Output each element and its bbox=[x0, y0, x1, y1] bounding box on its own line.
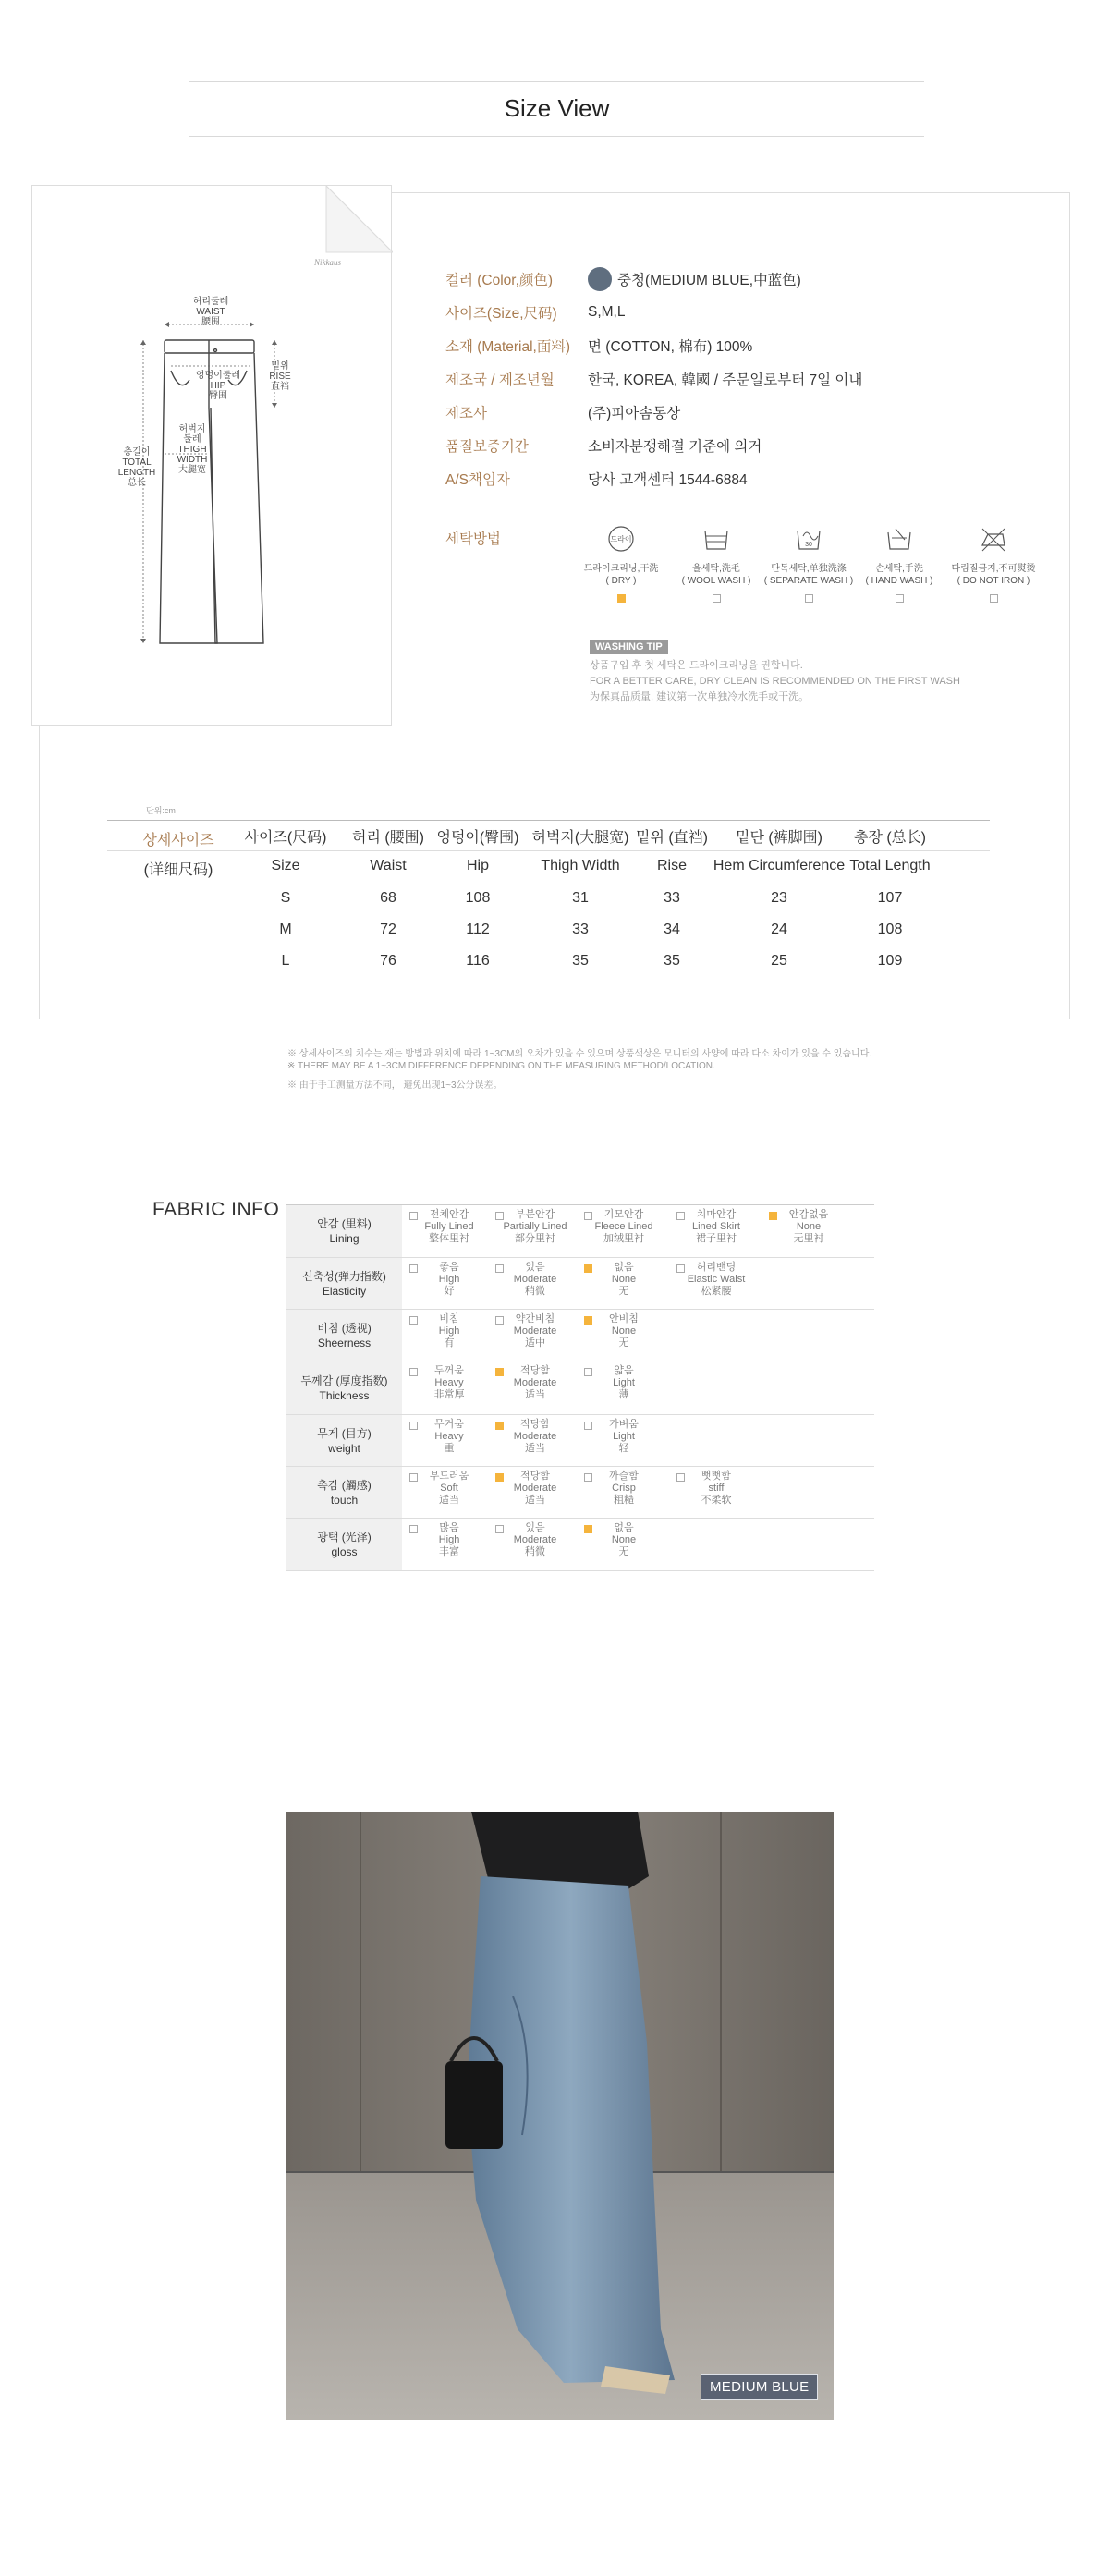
fabric-row-head: 두께감 (厚度指数) Thickness bbox=[286, 1361, 402, 1414]
info-row-size: 사이즈(Size,尺码) S,M,L bbox=[445, 304, 626, 322]
fabric-row bbox=[286, 1205, 874, 1258]
th-waist-ko: 허리 (腰围) bbox=[351, 830, 425, 846]
fabric-option[interactable]: 무거움 Heavy 重 bbox=[406, 1419, 493, 1455]
fabric-option-checkbox[interactable] bbox=[584, 1422, 592, 1430]
fabric-row-head: 안감 (里料) Lining bbox=[286, 1205, 402, 1257]
fabric-option[interactable]: 까슬함 Crisp 粗糙 bbox=[580, 1471, 667, 1507]
title-rule-bottom bbox=[189, 136, 924, 137]
table-cell: 76 bbox=[380, 953, 396, 969]
table-cell: 33 bbox=[572, 922, 589, 937]
wash-dry-clean: 드라이 드라이크리닝,干洗 ( DRY ) bbox=[566, 523, 676, 587]
fabric-option[interactable]: 약간비침 Moderate 适中 bbox=[492, 1313, 579, 1349]
hand-wash-icon bbox=[883, 523, 916, 555]
table-cell: 109 bbox=[877, 953, 903, 969]
fabric-option[interactable]: 얇음 Light 薄 bbox=[580, 1365, 667, 1401]
fabric-option-checkbox[interactable] bbox=[495, 1422, 504, 1430]
th-detail-size: 상세사이즈 bbox=[142, 833, 214, 848]
fabric-option[interactable]: 있음 Moderate 稍微 bbox=[492, 1522, 579, 1558]
fabric-option-checkbox[interactable] bbox=[769, 1212, 777, 1220]
th-thigh-ko: 허벅지(大腿宽) bbox=[531, 830, 629, 846]
table-rule-mid bbox=[107, 850, 990, 851]
th-thigh-en: Thigh Width bbox=[541, 858, 620, 873]
fabric-option-checkbox[interactable] bbox=[409, 1368, 418, 1376]
wash-hand: 손세탁,手洗 ( HAND WASH ) bbox=[844, 523, 955, 587]
fabric-option[interactable]: 적당함 Moderate 适当 bbox=[492, 1419, 579, 1455]
fabric-option[interactable]: 치마안감 Lined Skirt 裙子里衬 bbox=[673, 1209, 760, 1245]
washing-label: 세탁방법 bbox=[445, 531, 501, 547]
rise-label: 밑위 RISE 直裆 bbox=[269, 361, 291, 392]
color-tag: MEDIUM BLUE bbox=[701, 2374, 818, 2400]
info-row-manufacturer: 제조사 (주)피아솜통상 bbox=[445, 406, 681, 421]
table-cell: 68 bbox=[380, 890, 396, 906]
fabric-option-checkbox[interactable] bbox=[495, 1264, 504, 1273]
table-cell: 31 bbox=[572, 890, 589, 906]
svg-text:30: 30 bbox=[805, 542, 812, 548]
th-detail-size-zh: (详细尺码) bbox=[143, 862, 213, 878]
fabric-option[interactable]: 기모안감 Fleece Lined 加绒里衬 bbox=[580, 1209, 667, 1245]
table-cell: L bbox=[281, 953, 290, 969]
fabric-option[interactable]: 허리밴딩 Elastic Waist 松紧腰 bbox=[673, 1262, 760, 1298]
fabric-option-checkbox[interactable] bbox=[409, 1422, 418, 1430]
wash-no-iron: 다림질금지,不可熨烫 ( DO NOT IRON ) bbox=[938, 523, 1049, 587]
info-row-color: 컬러 (Color,颜色) 중청(MEDIUM BLUE,中蓝色) bbox=[445, 262, 862, 296]
fabric-row bbox=[286, 1310, 874, 1361]
wool-wash-icon bbox=[700, 523, 733, 555]
fabric-option[interactable]: 안감없음 None 无里衬 bbox=[765, 1209, 852, 1245]
fabric-row-head: 비침 (透视) Sheerness bbox=[286, 1310, 402, 1361]
wash-no-iron-check[interactable] bbox=[990, 594, 998, 603]
note-zh: ※ 由于手工测量方法不同， 避免出现1~3公分误差。 bbox=[287, 1080, 503, 1091]
fabric-option-checkbox[interactable] bbox=[676, 1264, 685, 1273]
fabric-row bbox=[286, 1258, 874, 1310]
washing-tip-tag: WASHING TIP bbox=[590, 640, 668, 654]
fabric-option-checkbox[interactable] bbox=[584, 1212, 592, 1220]
fabric-option-checkbox[interactable] bbox=[409, 1316, 418, 1325]
info-row-as: A/S책임자 당사 고객센터 1544-6884 bbox=[445, 472, 748, 488]
fabric-option[interactable]: 전체안감 Fully Lined 整体里衬 bbox=[406, 1209, 493, 1245]
fabric-row bbox=[286, 1415, 874, 1467]
fabric-option-checkbox[interactable] bbox=[584, 1316, 592, 1325]
th-size-ko: 사이즈(尺码) bbox=[244, 830, 327, 846]
product-photo bbox=[286, 1812, 834, 2420]
total-length-label: 총길이 TOTAL LENGTH 总长 bbox=[117, 447, 156, 488]
wash-wool: 울세탁,洗毛 ( WOOL WASH ) bbox=[661, 523, 772, 587]
wash-wool-check[interactable] bbox=[713, 594, 721, 603]
fabric-row-head: 촉감 (觸感) touch bbox=[286, 1467, 402, 1518]
waist-label: 허리둘레 WAIST 腰围 bbox=[192, 297, 229, 327]
title-rule-top bbox=[189, 81, 924, 82]
wash-dry-check[interactable] bbox=[617, 594, 626, 603]
th-hem-en: Hem Circumference bbox=[713, 858, 846, 873]
fabric-option-checkbox[interactable] bbox=[584, 1264, 592, 1273]
fabric-option[interactable]: 가벼움 Light 轻 bbox=[580, 1419, 667, 1455]
table-cell: 25 bbox=[771, 953, 787, 969]
fabric-row bbox=[286, 1467, 874, 1519]
th-rise-ko: 밑위 (直裆) bbox=[635, 830, 709, 846]
brand-logo: Nikkaus bbox=[314, 258, 341, 267]
table-cell: 24 bbox=[771, 922, 787, 937]
table-cell: 72 bbox=[380, 922, 396, 937]
fabric-info-table bbox=[286, 1204, 874, 1571]
fabric-option[interactable]: 없음 None 无 bbox=[580, 1262, 667, 1298]
th-length-en: Total Length bbox=[849, 858, 931, 873]
th-hip-ko: 엉덩이(臀围) bbox=[436, 830, 519, 846]
fabric-option-checkbox[interactable] bbox=[495, 1525, 504, 1533]
fabric-row-head: 신축성(弹力指数) Elasticity bbox=[286, 1258, 402, 1309]
fabric-option[interactable]: 뻣뻣함 stiff 不柔软 bbox=[673, 1471, 760, 1507]
separate-wash-icon bbox=[792, 523, 825, 555]
note-en: ※ THERE MAY BE A 1~3CM DIFFERENCE DEPENDING ON THE MEASURING METHOD/LOCATION. bbox=[287, 1061, 715, 1071]
fabric-option[interactable]: 안비침 None 无 bbox=[580, 1313, 667, 1349]
fabric-option-checkbox[interactable] bbox=[584, 1368, 592, 1376]
fabric-option[interactable]: 비침 High 有 bbox=[406, 1313, 493, 1349]
fabric-option-checkbox[interactable] bbox=[495, 1368, 504, 1376]
fabric-option-checkbox[interactable] bbox=[409, 1525, 418, 1533]
fabric-row-head: 광택 (光泽) gloss bbox=[286, 1519, 402, 1570]
model-photo-image bbox=[286, 1812, 834, 2420]
info-row-material: 소재 (Material,面料) 면 (COTTON, 棉布) 100% bbox=[445, 339, 753, 355]
wash-separate-check[interactable] bbox=[805, 594, 813, 603]
th-length-ko: 총장 (总长) bbox=[853, 830, 927, 846]
th-waist-en: Waist bbox=[370, 858, 407, 873]
fabric-option-checkbox[interactable] bbox=[495, 1316, 504, 1325]
table-cell: 108 bbox=[877, 922, 903, 937]
section-title: Size View bbox=[504, 94, 610, 122]
fabric-option[interactable]: 두꺼움 Heavy 非常厚 bbox=[406, 1365, 493, 1401]
table-cell: S bbox=[280, 890, 291, 906]
table-cell: 23 bbox=[771, 890, 787, 906]
th-hip-en: Hip bbox=[466, 858, 490, 873]
fabric-option[interactable]: 부드러움 Soft 适当 bbox=[406, 1471, 493, 1507]
fabric-option[interactable]: 있음 Moderate 稍微 bbox=[492, 1262, 579, 1298]
fabric-option-checkbox[interactable] bbox=[676, 1473, 685, 1482]
fabric-option-checkbox[interactable] bbox=[409, 1212, 418, 1220]
table-cell: M bbox=[279, 922, 292, 937]
table-cell: 112 bbox=[466, 922, 490, 937]
fabric-row bbox=[286, 1361, 874, 1415]
thigh-label: 허벅지 둘레 THIGH WIDTH 大腿宽 bbox=[177, 424, 208, 475]
color-swatch bbox=[588, 267, 612, 291]
fabric-option-checkbox[interactable] bbox=[584, 1473, 592, 1482]
fabric-option-checkbox[interactable] bbox=[495, 1473, 504, 1482]
table-cell: 34 bbox=[664, 922, 680, 937]
unit-label: 단위:cm bbox=[146, 806, 176, 815]
wash-separate: 30 단독세탁,单独洗涤 ( SEPARATE WASH ) bbox=[753, 523, 864, 587]
washing-tip-text: 상품구입 후 첫 세탁은 드라이크리닝을 권합니다. FOR A BETTER CARE, DRY CLEAN IS RECOMMENDED ON THE FIRST WASH 为保真品质量, 建议第一次单独冷水洗手或干洗。 bbox=[590, 660, 960, 702]
table-rule-top bbox=[107, 820, 990, 821]
no-iron-icon bbox=[977, 523, 1010, 555]
svg-text:드라이: 드라이 bbox=[610, 535, 632, 543]
fabric-option-checkbox[interactable] bbox=[495, 1212, 504, 1220]
product-info-list bbox=[445, 262, 862, 495]
th-hem-ko: 밑단 (裤脚围) bbox=[735, 830, 823, 846]
table-cell: 33 bbox=[664, 890, 680, 906]
table-cell: 35 bbox=[572, 953, 589, 969]
info-row-warranty: 품질보증기간 소비자분쟁해결 기준에 의거 bbox=[445, 439, 762, 455]
pants-diagram bbox=[31, 185, 392, 726]
wash-hand-check[interactable] bbox=[896, 594, 904, 603]
fabric-option-checkbox[interactable] bbox=[676, 1212, 685, 1220]
fabric-option[interactable]: 적당함 Moderate 适当 bbox=[492, 1365, 579, 1401]
th-size-en: Size bbox=[271, 858, 300, 873]
table-cell: 35 bbox=[664, 953, 680, 969]
fabric-option-checkbox[interactable] bbox=[409, 1264, 418, 1273]
fabric-row bbox=[286, 1519, 874, 1571]
fabric-option[interactable]: 부분안감 Partially Lined 部分里衬 bbox=[492, 1209, 579, 1245]
fabric-option[interactable]: 적당함 Moderate 适当 bbox=[492, 1471, 579, 1507]
table-cell: 116 bbox=[466, 953, 490, 969]
fabric-option-checkbox[interactable] bbox=[409, 1473, 418, 1482]
fabric-option-checkbox[interactable] bbox=[584, 1525, 592, 1533]
table-cell: 107 bbox=[877, 890, 903, 906]
info-row-origin: 제조국 / 제조년월 한국, KOREA, 韓國 / 주문일로부터 7일 이내 bbox=[445, 372, 863, 388]
fabric-info-title: FABRIC INFO bbox=[152, 1199, 280, 1220]
th-rise-en: Rise bbox=[656, 858, 688, 873]
fabric-option[interactable]: 좋음 High 好 bbox=[406, 1262, 493, 1298]
fabric-option[interactable]: 많음 High 丰富 bbox=[406, 1522, 493, 1558]
hip-label: 엉덩이둘레 HIP 臀围 bbox=[195, 371, 241, 401]
dry-clean-icon bbox=[604, 523, 638, 555]
fabric-row-head: 무게 (目方) weight bbox=[286, 1415, 402, 1466]
table-cell: 108 bbox=[465, 890, 491, 906]
note-ko: ※ 상세사이즈의 치수는 재는 방법과 위치에 따라 1~3CM의 오차가 있을 수 있으며 상품색상은 모니터의 사양에 따라 다소 차이가 있을 수 있습니다. bbox=[287, 1049, 872, 1059]
fabric-option[interactable]: 없음 None 无 bbox=[580, 1522, 667, 1558]
